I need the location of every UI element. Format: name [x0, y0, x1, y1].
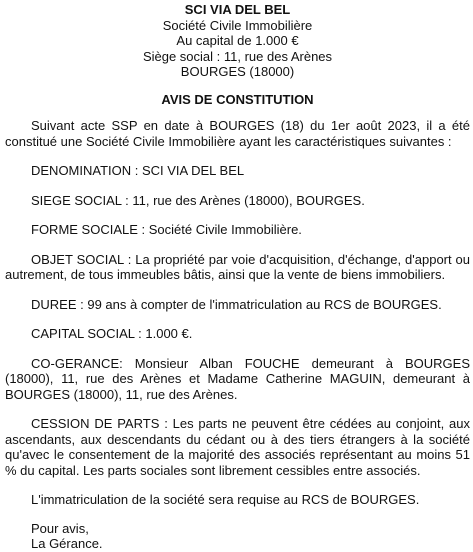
- company-type: Société Civile Immobilière: [162, 17, 313, 33]
- cession-paragraph: CESSION DE PARTS : Les parts ne peuvent être cédées au conjoint, aux ascendants, aux descendants du cédant ou à des tiers étrangers à la société qu'avec le consentement de la majorité des associés représentant au moins 51 % du capital. Les parts sociales sont librement cessibles entre associés.: [5, 416, 470, 478]
- duree-paragraph: DUREE : 99 ans à compter de l'immatriculation au RCS de BOURGES.: [31, 296, 442, 312]
- immatriculation-paragraph: L'immatriculation de la société sera requise au RCS de BOURGES.: [31, 492, 420, 507]
- company-header: [5, 2, 470, 80]
- cogerance-paragraph: CO-GERANCE: Monsieur Alban FOUCHE demeurant à BOURGES (18000), 11, rue des Arènes et Madame Catherine MAGUIN, demeurant à BOURGES (18000), 11, rue des Arènes.: [5, 355, 470, 402]
- signature-closing: Pour avis,: [31, 520, 89, 536]
- company-city: BOURGES (18000): [180, 64, 295, 79]
- objet-paragraph: OBJET SOCIAL : La propriété par voie d'acquisition, d'échange, d'apport ou autrement, de tous immeubles bâtis, ainsi que la vente de biens immobiliers.: [5, 251, 470, 282]
- denomination-paragraph: DENOMINATION : SCI VIA DEL BEL: [31, 163, 245, 178]
- company-address: Siège social : 11, rue des Arènes: [142, 48, 333, 64]
- capital-paragraph: CAPITAL SOCIAL : 1.000 €.: [31, 326, 193, 341]
- notice-title: AVIS DE CONSTITUTION: [161, 91, 314, 107]
- notice-intro: Suivant acte SSP en date à BOURGES (18) du 1er août 2023, il a été constitué une Société Civile Immobilière ayant les caractéristiques suivantes :: [5, 118, 470, 149]
- company-capital: Au capital de 1.000 €: [176, 33, 299, 48]
- forme-paragraph: FORME SOCIALE : Société Civile Immobilière.: [31, 222, 302, 237]
- signature-block: [5, 521, 470, 552]
- company-name: SCI VIA DEL BEL: [184, 2, 291, 17]
- signature-signer: La Gérance.: [31, 536, 103, 551]
- siege-paragraph: SIEGE SOCIAL : 11, rue des Arènes (18000), BOURGES.: [31, 192, 365, 208]
